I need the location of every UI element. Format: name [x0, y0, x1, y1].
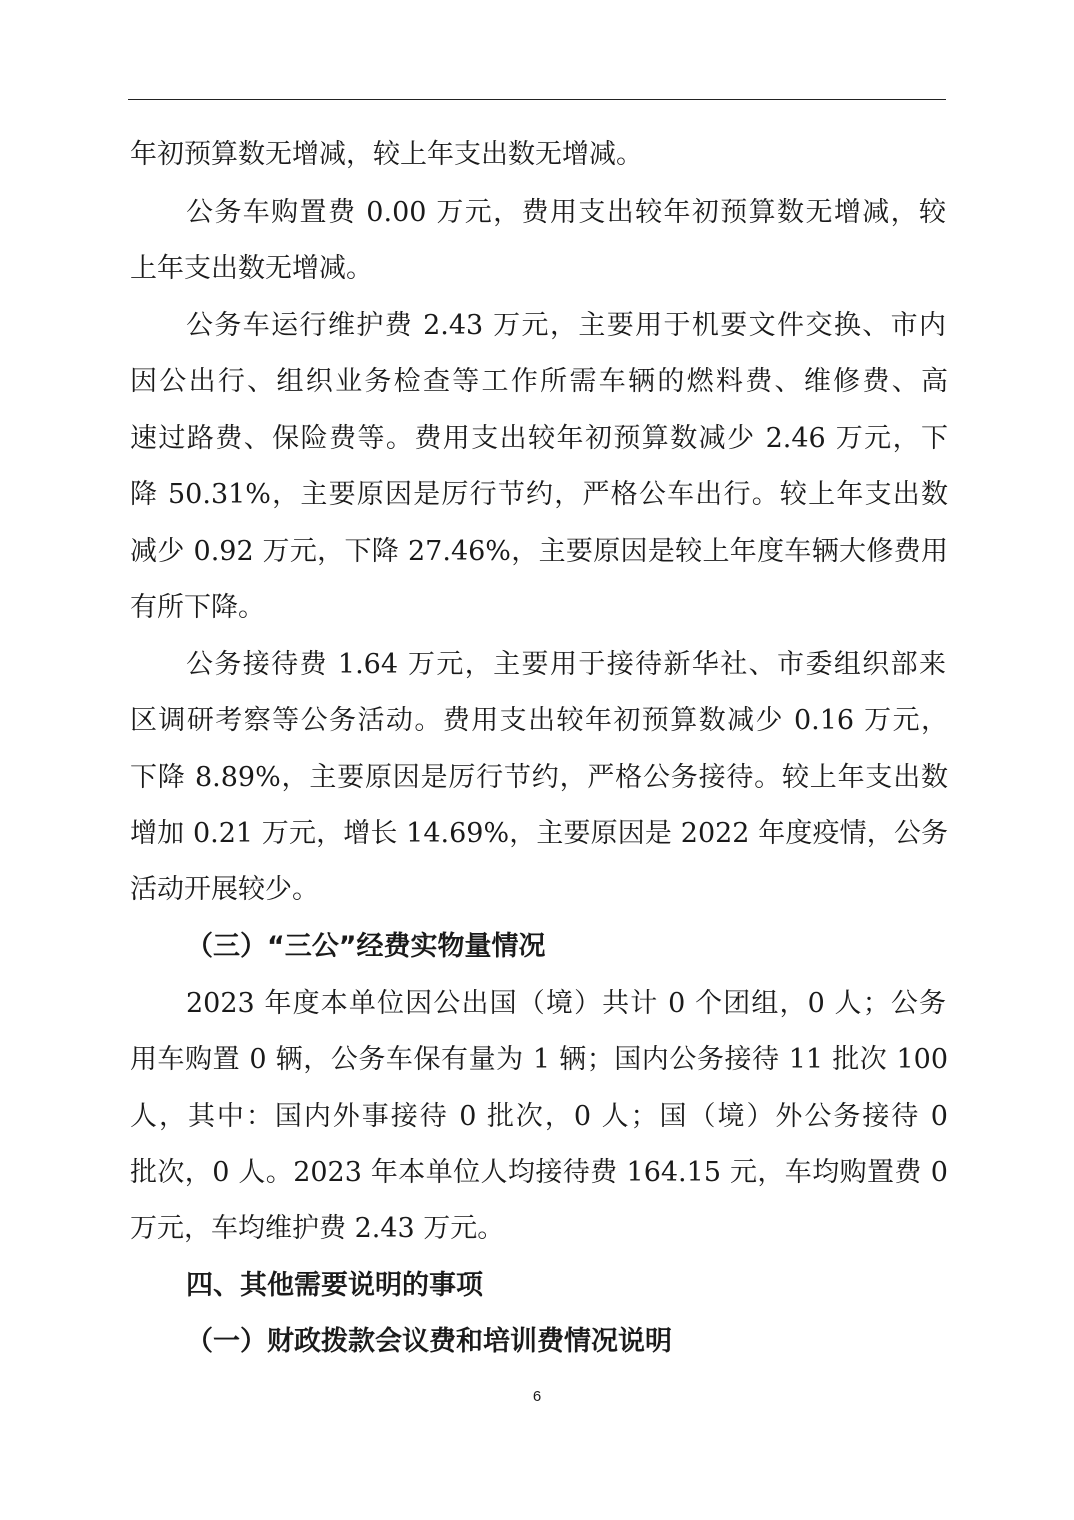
paragraph-line: 公务接待费 1.64 万元，主要用于接待新华社、市委组织部来: [186, 649, 946, 680]
paragraph-line: 下降 8.89%，主要原因是厉行节约，严格公务接待。较上年支出数: [130, 762, 948, 793]
paragraph-line: 有所下降。: [130, 592, 265, 623]
paragraph-line: 因公出行、组织业务检查等工作所需车辆的燃料费、维修费、高: [130, 366, 948, 397]
paragraph-line: 批次，0 人。2023 年本单位人均接待费 164.15 元，车均购置费 0: [130, 1157, 948, 1188]
paragraph-line: 万元，车均维护费 2.43 万元。: [130, 1213, 505, 1244]
paragraph-line: 公务车购置费 0.00 万元，费用支出较年初预算数无增减，较: [186, 197, 946, 228]
header-rule: [128, 99, 946, 100]
paragraph-line: 年初预算数无增减，较上年支出数无增减。: [130, 139, 643, 170]
paragraph-line: 公务车运行维护费 2.43 万元，主要用于机要文件交换、市内: [186, 310, 946, 341]
section-heading-sangong: （三）“三公”经费实物量情况: [186, 931, 546, 962]
paragraph-line: 区调研考察等公务活动。费用支出较年初预算数减少 0.16 万元，: [130, 705, 948, 736]
paragraph-line: 活动开展较少。: [130, 874, 319, 905]
paragraph-line: 增加 0.21 万元，增长 14.69%，主要原因是 2022 年度疫情，公务: [130, 818, 948, 849]
subsection-heading-one: （一）财政拨款会议费和培训费情况说明: [186, 1326, 672, 1357]
section-heading-four: 四、其他需要说明的事项: [186, 1270, 483, 1301]
paragraph-line: 用车购置 0 辆，公务车保有量为 1 辆；国内公务接待 11 批次 100: [130, 1044, 948, 1075]
paragraph-line: 速过路费、保险费等。费用支出较年初预算数减少 2.46 万元，下: [130, 423, 948, 454]
paragraph-line: 上年支出数无增减。: [130, 253, 373, 284]
paragraph-line: 人，其中：国内外事接待 0 批次，0 人；国（境）外公务接待 0: [130, 1101, 948, 1132]
paragraph-line: 2023 年度本单位因公出国（境）共计 0 个团组，0 人；公务: [186, 988, 946, 1019]
paragraph-line: 减少 0.92 万元，下降 27.46%，主要原因是较上年度车辆大修费用: [130, 536, 948, 567]
paragraph-line: 降 50.31%，主要原因是厉行节约，严格公车出行。较上年支出数: [130, 479, 948, 510]
page-number: 6: [532, 1388, 542, 1405]
